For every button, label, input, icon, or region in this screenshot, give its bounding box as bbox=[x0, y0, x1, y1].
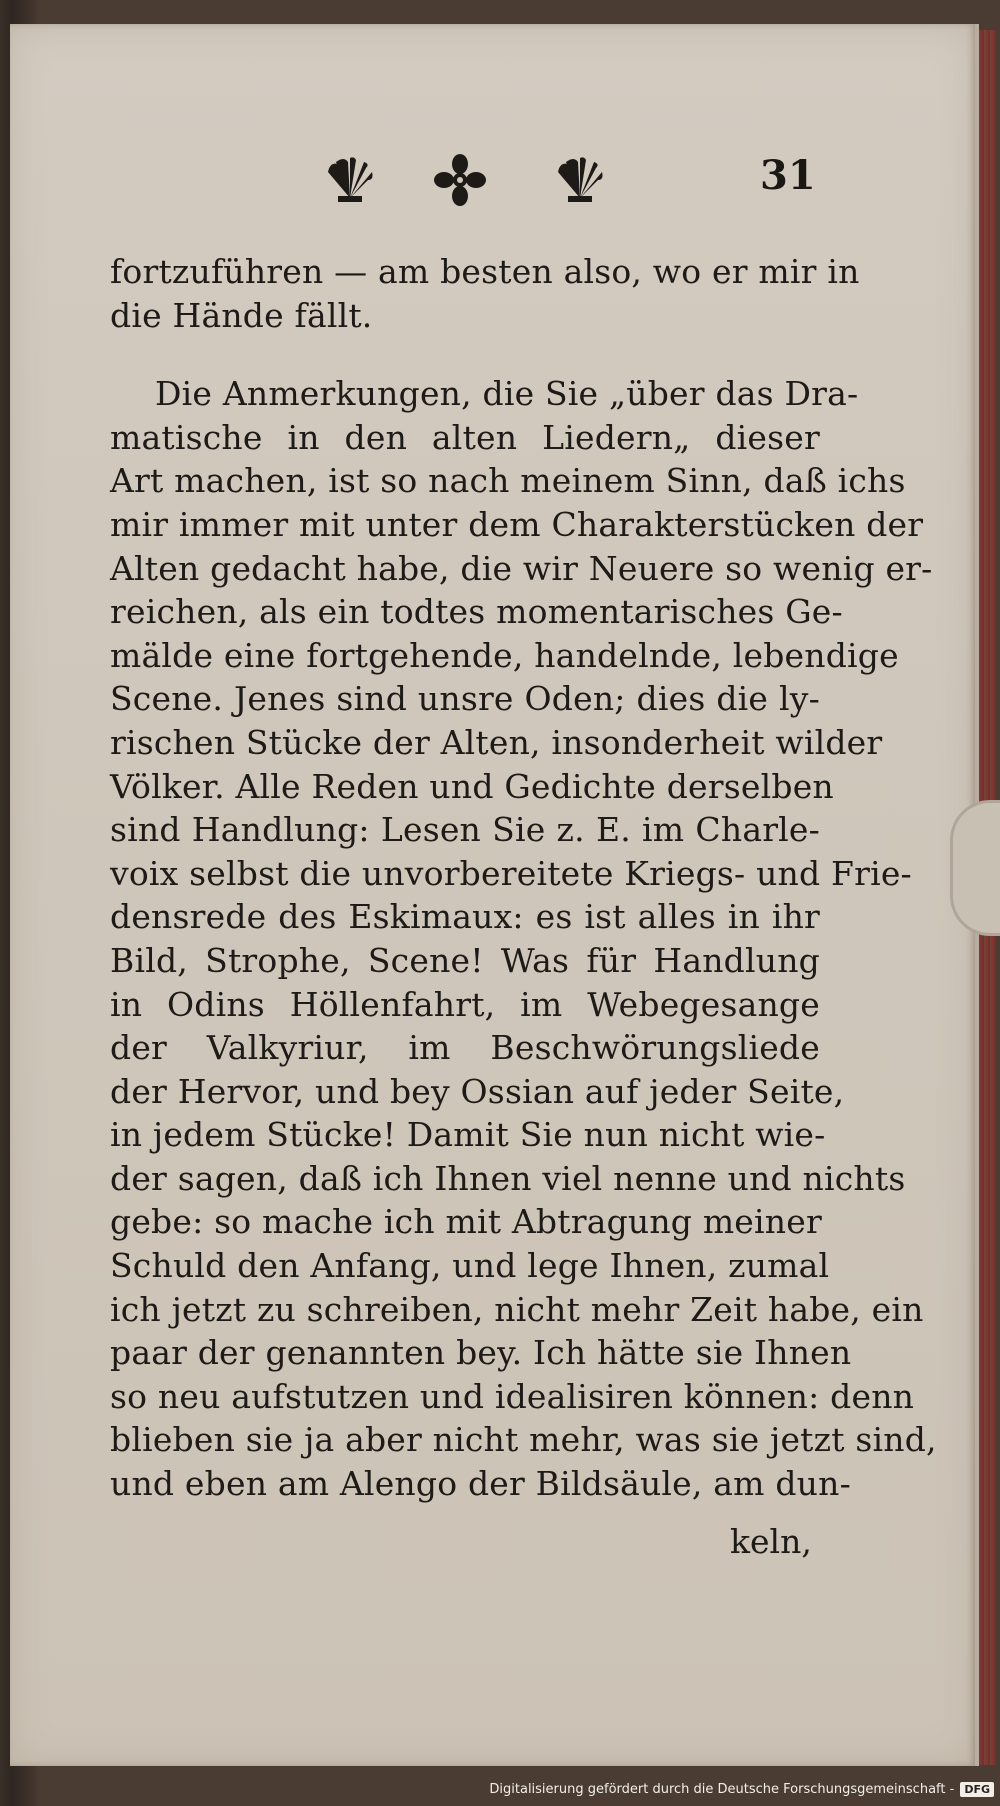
text-line: blieben sie ja aber nicht mehr, was sie jetzt sind, bbox=[110, 1420, 937, 1460]
page-clip-mark bbox=[950, 800, 1000, 936]
text-line: Art machen, ist so nach meinem Sinn, daß ichs bbox=[110, 461, 906, 501]
text-line: Alten gedacht habe, die wir Neuere so wenig er- bbox=[110, 548, 933, 588]
dfg-logo: DFG bbox=[960, 1782, 994, 1797]
text-line: densrede des Eskimaux: es ist alles in ihr bbox=[110, 897, 820, 937]
text-line: Bild, Strophe, Scene! Was für Handlung bbox=[110, 940, 820, 980]
text-line: und eben am Alengo der Bildsäule, am dun- bbox=[110, 1464, 851, 1504]
text-line: matische in den alten Liedern„ dieser bbox=[110, 417, 820, 457]
text-line: so neu aufstutzen und idealisiren können: denn bbox=[110, 1376, 915, 1416]
shell-ornament-icon bbox=[320, 150, 380, 210]
text-line: der Hervor, und bey Ossian auf jeder Seite, bbox=[110, 1071, 845, 1111]
text-line: Völker. Alle Reden und Gedichte derselben bbox=[110, 766, 834, 806]
text-line: mälde eine fortgehende, handelnde, lebendige bbox=[110, 635, 899, 675]
text-line: voix selbst die unvorbereitete Kriegs- und Frie- bbox=[110, 853, 912, 893]
text-line: Schuld den Anfang, und lege Ihnen, zumal bbox=[110, 1246, 830, 1286]
text-line: Die Anmerkungen, die Sie „über das Dra- bbox=[155, 374, 859, 414]
body-text bbox=[110, 250, 937, 1506]
text-line: Scene. Jenes sind unsre Oden; dies die ly- bbox=[110, 679, 820, 719]
text-line: mir immer mit unter dem Charakterstücken der bbox=[110, 504, 924, 544]
text-line: paar der genannten bey. Ich hätte sie Ihnen bbox=[110, 1333, 852, 1373]
text-line: in jedem Stücke! Damit Sie nun nicht wie- bbox=[110, 1115, 826, 1155]
text-line: reichen, als ein todtes momentarisches Ge- bbox=[110, 592, 843, 632]
text-line: ich jetzt zu schreiben, nicht mehr Zeit habe, ein bbox=[110, 1289, 924, 1329]
text-line: in Odins Höllenfahrt, im Webegesange bbox=[110, 984, 820, 1024]
page-number: 31 bbox=[760, 152, 816, 199]
shell-ornament-icon-2 bbox=[550, 150, 610, 210]
paragraph-gap bbox=[110, 337, 820, 372]
credit-text: Digitalisierung gefördert durch die Deutsche Forschungsgemeinschaft - bbox=[489, 1781, 955, 1797]
page-header bbox=[320, 150, 840, 220]
text-line: der sagen, daß ich Ihnen viel nenne und nichts bbox=[110, 1158, 906, 1198]
text-line: die Hände fällt. bbox=[110, 295, 373, 335]
text-line: rischen Stücke der Alten, insonderheit wilder bbox=[110, 722, 883, 762]
text-line: gebe: so mache ich mit Abtragung meiner bbox=[110, 1202, 822, 1242]
text-line: fortzuführen — am besten also, wo er mir in bbox=[110, 252, 860, 291]
text-line: der Valkyriur, im Beschwörungsliede bbox=[110, 1028, 820, 1068]
text-line: sind Handlung: Lesen Sie z. E. im Charle- bbox=[110, 810, 820, 850]
digitization-credit bbox=[489, 1776, 994, 1802]
flower-ornament-icon bbox=[430, 150, 490, 210]
catchword: keln, bbox=[730, 1522, 812, 1561]
